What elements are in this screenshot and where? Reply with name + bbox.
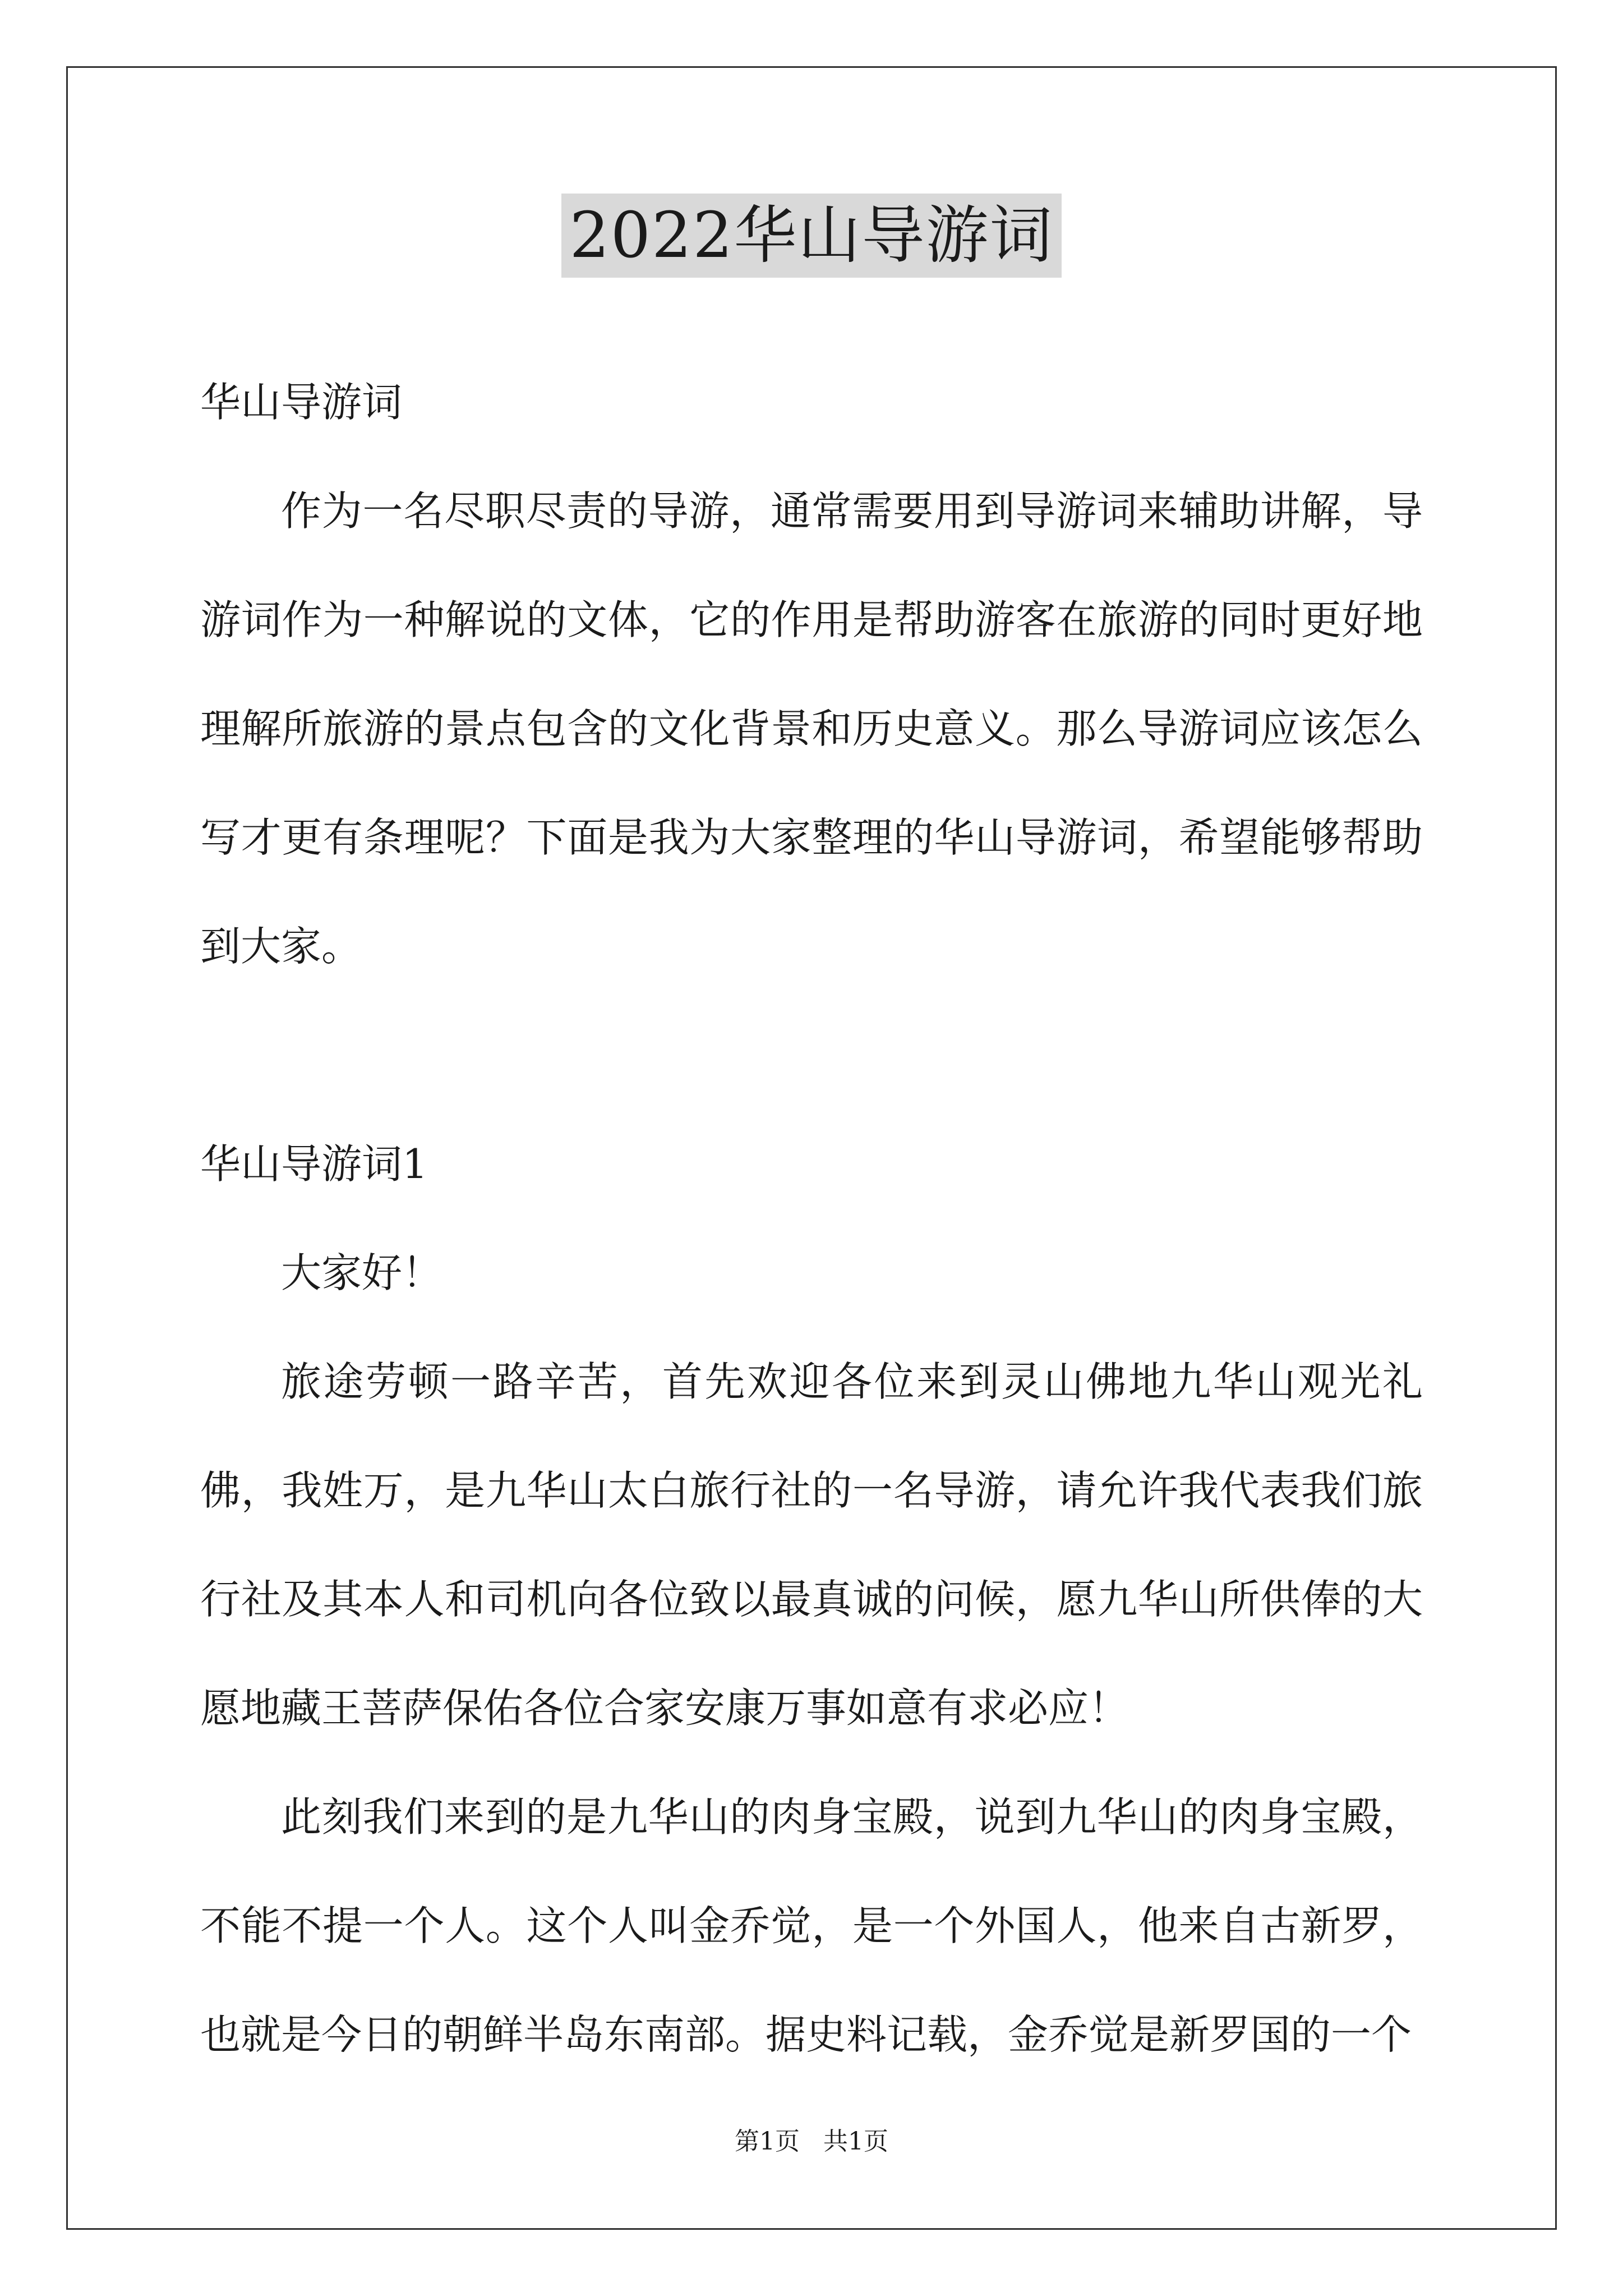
body-paragraph-2: 此刻我们来到的是九华山的肉身宝殿，说到九华山的肉身宝殿，不能不提一个人。这个人叫金乔觉，是一个外国人，他来自古新罗，也就是今日的朝鲜半岛东南部。据史料记载，金乔觉是新罗国的一个 bbox=[200, 1793, 1423, 2058]
section-heading-intro: 华山导游词 bbox=[200, 379, 403, 426]
body-paragraph-1: 旅途劳顿一路辛苦，首先欢迎各位来到灵山佛地九华山观光礼佛，我姓万，是九华山太白旅行社的一名导游，请允许我代表我们旅行社及其本人和司机向各位致以最真诚的问候，愿九华山所供俸的大愿地藏王菩萨保佑各位合家安康万事如意有求必应！ bbox=[200, 1358, 1423, 1732]
title-wrap bbox=[0, 194, 1623, 278]
paragraph-gap bbox=[200, 1001, 1423, 1110]
document-body bbox=[200, 348, 1423, 2089]
document-title: 2022华山导游词 bbox=[561, 194, 1061, 278]
greeting-paragraph: 大家好！ bbox=[281, 1249, 443, 1296]
page-number: 第1页 共1页 bbox=[735, 2127, 888, 2156]
page-footer bbox=[0, 2125, 1623, 2159]
section-heading-1: 华山导游词1 bbox=[200, 1140, 428, 1188]
intro-paragraph: 作为一名尽职尽责的导游，通常需要用到导游词来辅助讲解，导游词作为一种解说的文体，它的作用是帮助游客在旅游的同时更好地理解所旅游的景点包含的文化背景和历史意义。那么导游词应该怎么写才更有条理呢？下面是我为大家整理的华山导游词，希望能够帮助到大家。 bbox=[200, 487, 1423, 970]
